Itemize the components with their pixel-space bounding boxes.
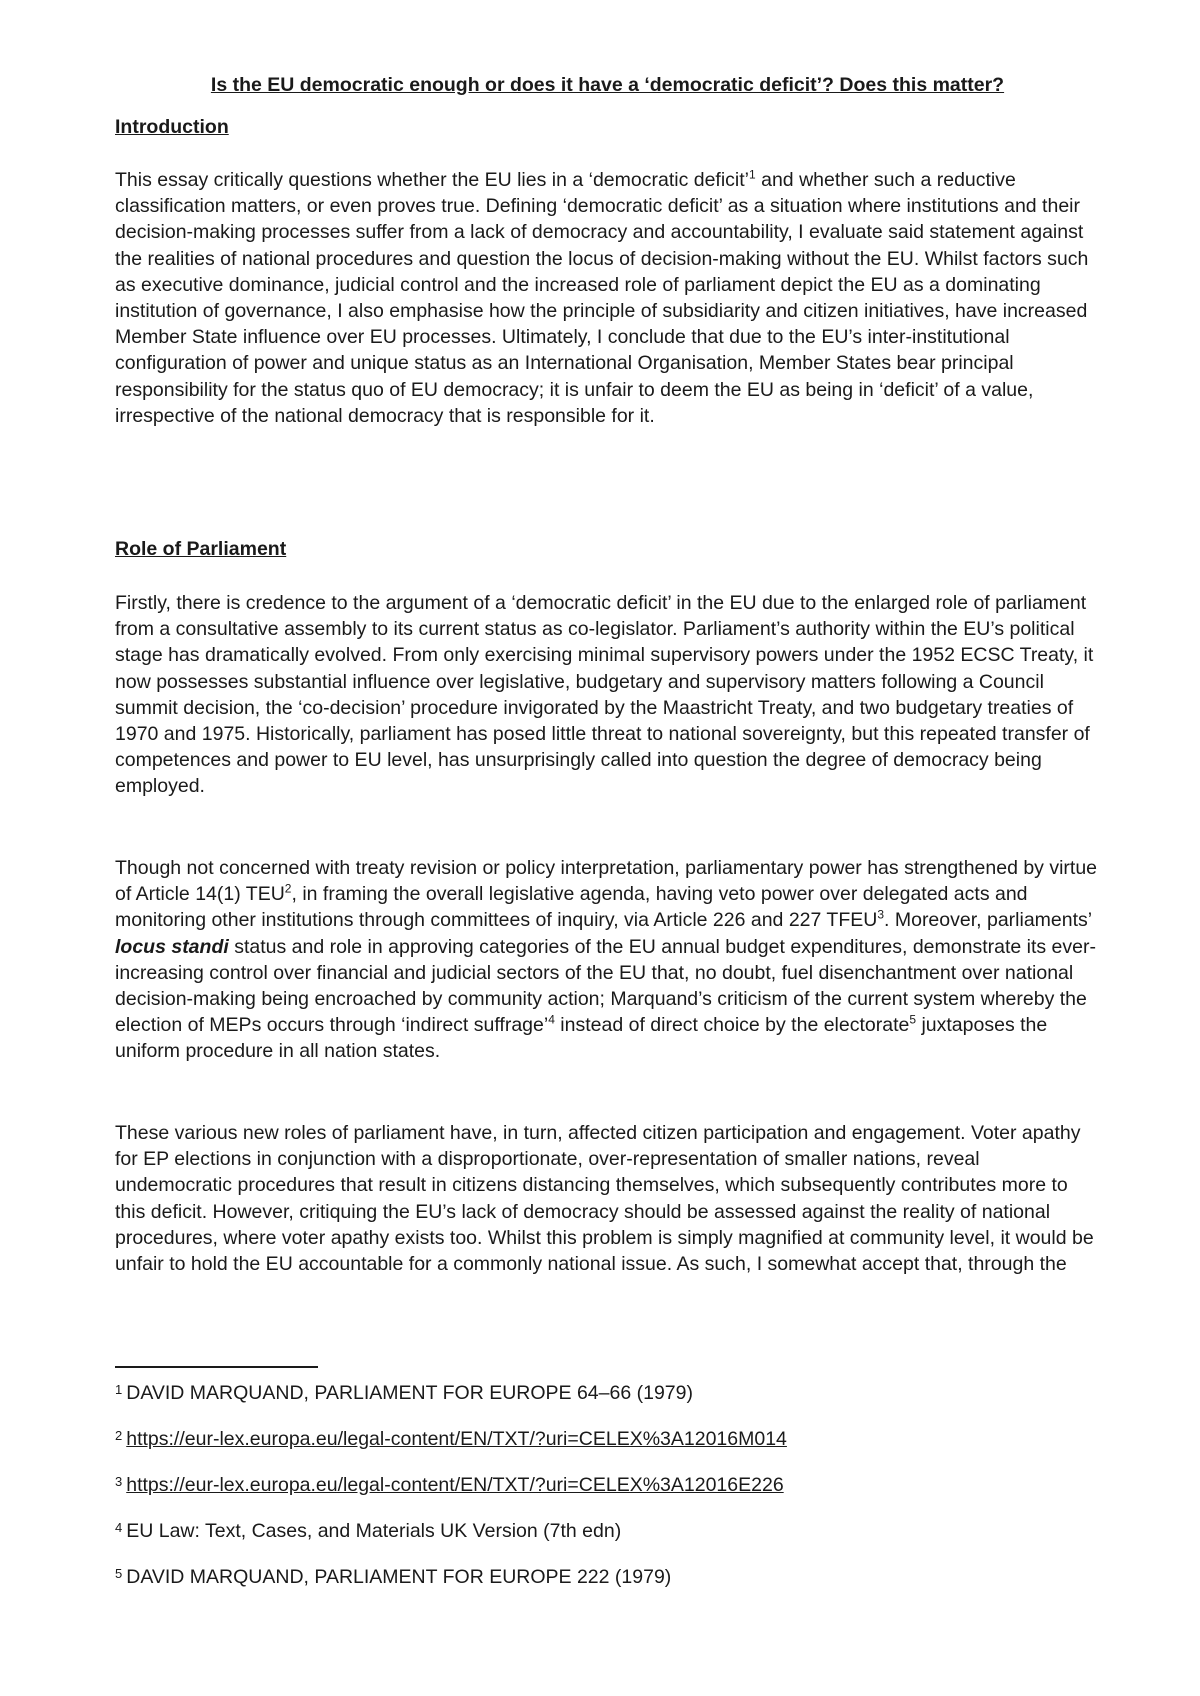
footnote-number: 1 [115, 1382, 123, 1397]
section-heading-role-of-parliament: Role of Parliament [115, 538, 287, 560]
footnote-number: 2 [115, 1428, 123, 1443]
parliament-paragraph-1: Firstly, there is credence to the argument of a ‘democratic deficit’ in the EU due to the enlarged role of parliament from a consultative assembly to its current status as co-legislator. Parliament’s authority within the EU’s political stage has dramatically evolved. From only exercising minimal supervisory powers under the 1952 ECSC Treaty, it now possesses substantial influence over legislative, budgetary and supervisory matters following a Council summit decision, the ‘co-decision’ procedure invigorated by the Maastricht Treaty, and two budgetary treaties of 1970 and 1975. Historically, parliament has posed little threat to national sovereignty, but this repeated transfer of competences and power to EU level, has unsurprisingly called into question the degree of democracy being employed. [115, 592, 1094, 798]
footnote-text: DAVID MARQUAND, PARLIAMENT FOR EUROPE 222 (1979) [126, 1566, 672, 1588]
parliament-paragraph-2 [115, 855, 1100, 1065]
footnote-4 [115, 1520, 621, 1543]
p2-text-e: instead of direct choice by the electorate [554, 1014, 910, 1037]
section-heading-introduction: Introduction [115, 116, 229, 138]
footnote-text: DAVID MARQUAND, PARLIAMENT FOR EUROPE 64–66 (1979) [126, 1382, 693, 1404]
footnote-text: EU Law: Text, Cases, and Materials UK Version (7th edn) [126, 1520, 622, 1542]
footnote-link[interactable]: https://eur-lex.europa.eu/legal-content/EN/TXT/?uri=CELEX%3A12016E226 [126, 1474, 784, 1496]
locus-standi-italic: locus standi [115, 935, 229, 958]
footnote-number: 5 [115, 1566, 123, 1581]
document-title: Is the EU democratic enough or does it have a ‘democratic deficit’? Does this matter? [210, 74, 1005, 96]
footnote-ref-3[interactable]: 3 [877, 907, 885, 922]
footnote-1 [115, 1382, 693, 1405]
footnote-ref-1[interactable]: 1 [749, 167, 756, 182]
footnote-5 [115, 1566, 671, 1589]
intro-paragraph [115, 167, 1100, 429]
footnote-number: 4 [115, 1520, 123, 1535]
p2-text-d: status and role in approving categories of the EU annual budget expenditures, demonstrate its ever-increasing control over financial and judicial sectors of the EU that, no doubt, fuel disenchantment over national decision-making being encroached by community action; Marquand’s criticism of the current system whereby the election of MEPs occurs through ‘indirect suffrage’ [115, 935, 1096, 1037]
footnote-number: 3 [115, 1474, 123, 1489]
p2-text-c: . Moreover, parliaments’ [884, 909, 1092, 932]
p2-text-b: , in framing the overall legislative agenda, having veto power over delegated acts and monitoring other institutions through committees of inquiry, via Article 226 and 227 TFEU [115, 883, 1028, 932]
footnote-ref-5[interactable]: 5 [909, 1012, 917, 1027]
footnote-divider [115, 1366, 318, 1368]
footnote-link[interactable]: https://eur-lex.europa.eu/legal-content/EN/TXT/?uri=CELEX%3A12016M014 [126, 1428, 787, 1450]
footnote-ref-2[interactable]: 2 [284, 881, 292, 896]
p2-text-f: juxtaposes the uniform procedure in all nation states. [115, 1014, 1048, 1063]
p2-text-a: Though not concerned with treaty revision or policy interpretation, parliamentary power has strengthened by virtue of Article 14(1) TEU [115, 857, 1098, 906]
footnote-2 [115, 1428, 787, 1451]
footnote-3 [115, 1474, 784, 1497]
parliament-paragraph-3: These various new roles of parliament have, in turn, affected citizen participation and engagement. Voter apathy for EP elections in conjunction with a disproportionate, over-representation of smaller nations, reveal undemocratic procedures that result in citizens distancing themselves, which subsequently contributes more to this deficit. However, critiquing the EU’s lack of democracy should be assessed against the reality of national procedures, where voter apathy exists too. Whilst this problem is simply magnified at community level, it would be unfair to hold the EU accountable for a commonly national issue. As such, I somewhat accept that, through the [115, 1122, 1094, 1276]
footnote-ref-4[interactable]: 4 [548, 1012, 555, 1027]
intro-text-a: This essay critically questions whether the EU lies in a ‘democratic deficit’ [115, 169, 750, 191]
intro-text-b: and whether such a reductive classification matters, or even proves true. Defining ‘democratic deficit’ as a situation where institutions and their decision-making processes suffer from a lack of democracy and accountability, I evaluate said statement against the realities of national procedures and question the locus of decision-making without the EU. Whilst factors such as executive dominance, judicial control and the increased role of parliament depict the EU as a dominating institution of governance, I also emphasise how the principle of subsidiarity and citizen initiatives, have increased Member State influence over EU processes. Ultimately, I conclude that due to the EU’s inter-institutional configuration of power and unique status as an International Organisation, Member States bear principal responsibility for the status quo of EU democracy; it is unfair to deem the EU as being in ‘deficit’ of a value, irrespective of the national democracy that is responsible for it. [115, 169, 1089, 427]
